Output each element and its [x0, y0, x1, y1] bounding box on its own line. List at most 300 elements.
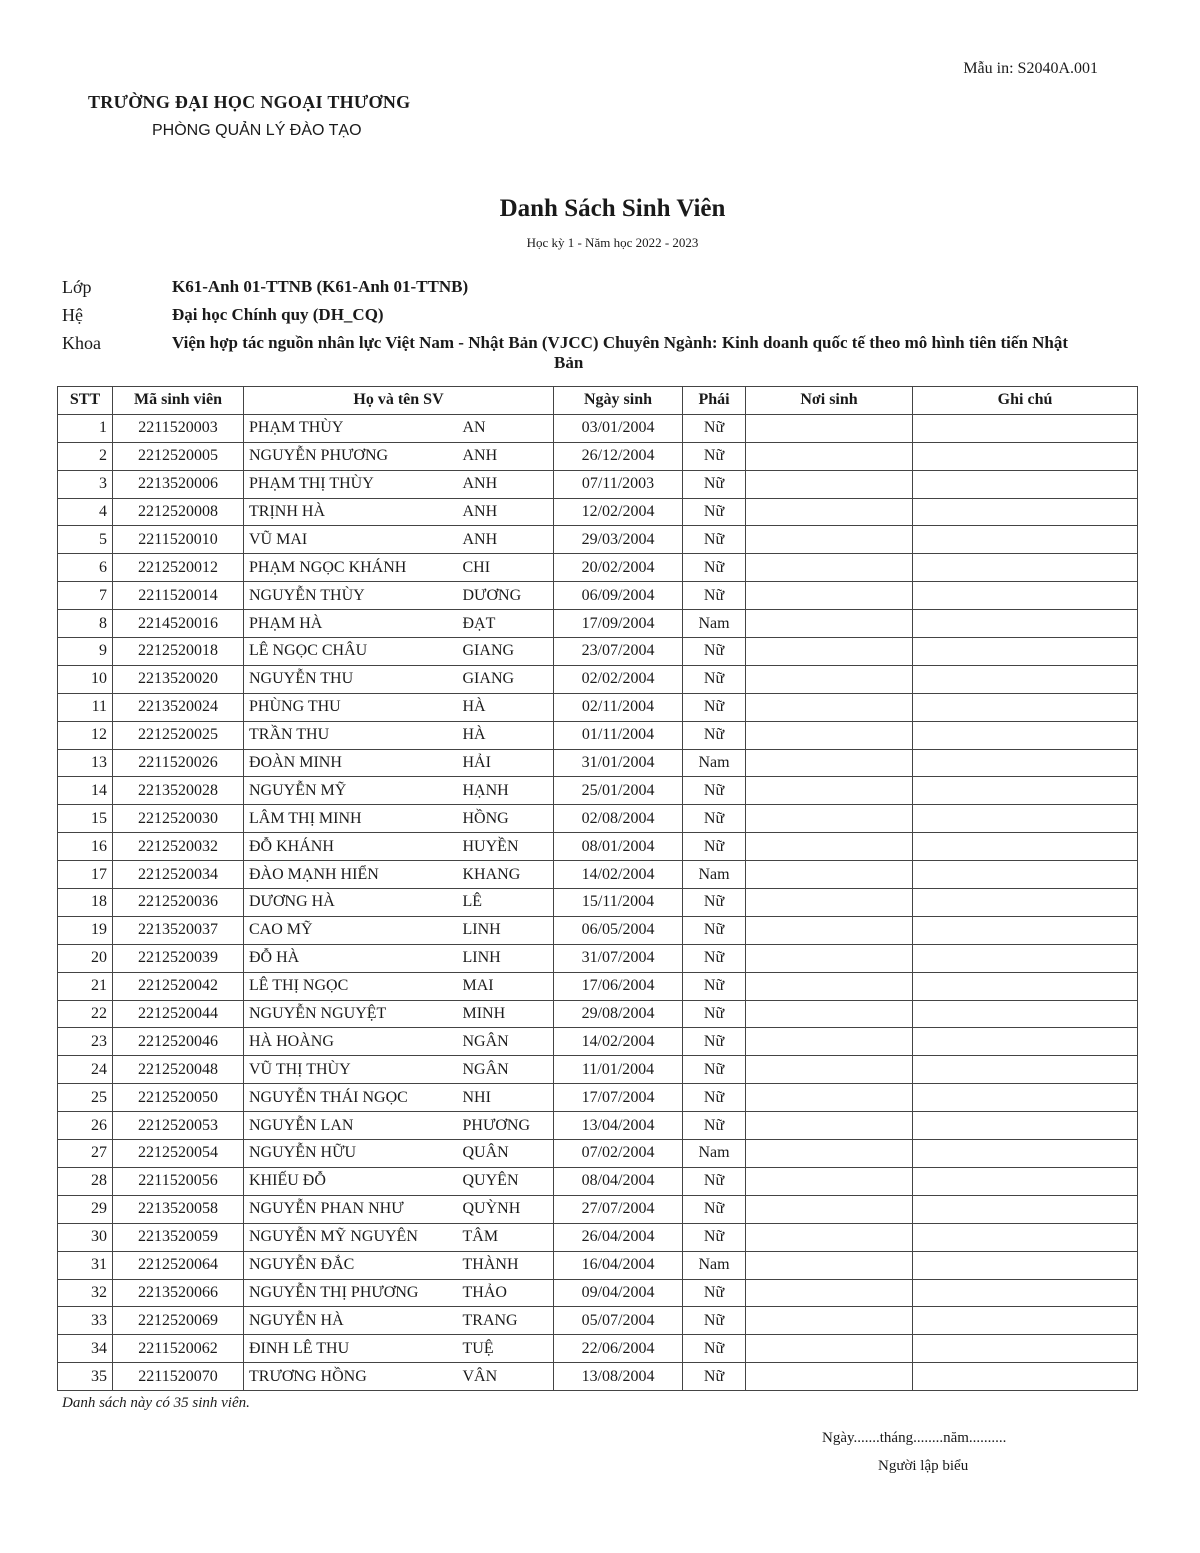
row-note	[913, 610, 1138, 638]
row-birthplace	[746, 749, 913, 777]
table-row	[58, 638, 1138, 666]
header-note: Ghi chú	[913, 387, 1138, 415]
row-stt: 21	[58, 972, 113, 1000]
row-last-name: NGUYỄN LAN	[244, 1112, 458, 1140]
row-last-name: TRẦN THU	[244, 721, 458, 749]
row-birthplace	[746, 1251, 913, 1279]
row-sex: Nữ	[683, 916, 746, 944]
row-note	[913, 805, 1138, 833]
preparer-label: Người lập biểu	[878, 1458, 969, 1474]
row-student-id: 2214520016	[113, 610, 244, 638]
row-sex: Nữ	[683, 805, 746, 833]
row-student-id: 2212520018	[113, 638, 244, 666]
row-first-name: NGÂN	[458, 1056, 554, 1084]
row-note	[913, 1279, 1138, 1307]
row-student-id: 2213520058	[113, 1195, 244, 1223]
row-first-name: TUỆ	[458, 1335, 554, 1363]
form-code: Mẫu in: S2040A.001	[963, 60, 1098, 77]
row-stt: 27	[58, 1140, 113, 1168]
row-last-name: NGUYỄN MỸ NGUYÊN	[244, 1223, 458, 1251]
row-stt: 25	[58, 1084, 113, 1112]
row-first-name: PHƯƠNG	[458, 1112, 554, 1140]
row-stt: 4	[58, 498, 113, 526]
row-stt: 9	[58, 638, 113, 666]
row-dob: 05/07/2004	[554, 1307, 683, 1335]
row-student-id: 2213520037	[113, 916, 244, 944]
table-row	[58, 693, 1138, 721]
row-sex: Nữ	[683, 721, 746, 749]
row-sex: Nam	[683, 749, 746, 777]
header-birthplace: Nơi sinh	[746, 387, 913, 415]
row-note	[913, 1056, 1138, 1084]
row-dob: 31/01/2004	[554, 749, 683, 777]
class-label: Lớp	[62, 277, 92, 297]
row-note	[913, 1084, 1138, 1112]
system-value: Đại học Chính quy (DH_CQ)	[172, 305, 384, 324]
row-sex: Nữ	[683, 1112, 746, 1140]
table-row	[58, 1084, 1138, 1112]
row-student-id: 2213520028	[113, 777, 244, 805]
row-sex: Nữ	[683, 833, 746, 861]
row-last-name: NGUYỄN THU	[244, 665, 458, 693]
table-row	[58, 610, 1138, 638]
row-stt: 33	[58, 1307, 113, 1335]
row-student-id: 2211520003	[113, 414, 244, 442]
row-first-name: TÂM	[458, 1223, 554, 1251]
row-dob: 13/04/2004	[554, 1112, 683, 1140]
row-last-name: LÊ THỊ NGỌC	[244, 972, 458, 1000]
row-note	[913, 1363, 1138, 1391]
row-first-name: AN	[458, 414, 554, 442]
row-stt: 8	[58, 610, 113, 638]
header-full-name: Họ và tên SV	[244, 387, 554, 415]
row-sex: Nữ	[683, 1279, 746, 1307]
table-row	[58, 1195, 1138, 1223]
row-note	[913, 833, 1138, 861]
row-last-name: NGUYỄN ĐẮC	[244, 1251, 458, 1279]
row-sex: Nữ	[683, 638, 746, 666]
header-dob: Ngày sinh	[554, 387, 683, 415]
row-sex: Nam	[683, 861, 746, 889]
row-first-name: THẢO	[458, 1279, 554, 1307]
row-last-name: PHẠM NGỌC KHÁNH	[244, 554, 458, 582]
row-sex: Nữ	[683, 1028, 746, 1056]
row-stt: 32	[58, 1279, 113, 1307]
row-student-id: 2212520030	[113, 805, 244, 833]
faculty-label: Khoa	[62, 333, 101, 353]
row-student-id: 2212520042	[113, 972, 244, 1000]
row-sex: Nữ	[683, 1195, 746, 1223]
row-first-name: QUỲNH	[458, 1195, 554, 1223]
row-last-name: LÂM THỊ MINH	[244, 805, 458, 833]
row-student-id: 2212520053	[113, 1112, 244, 1140]
row-last-name: KHIẾU ĐỖ	[244, 1167, 458, 1195]
row-stt: 18	[58, 889, 113, 917]
row-first-name: HUYỀN	[458, 833, 554, 861]
row-note	[913, 1335, 1138, 1363]
row-birthplace	[746, 1167, 913, 1195]
row-sex: Nữ	[683, 1363, 746, 1391]
row-stt: 26	[58, 1112, 113, 1140]
row-birthplace	[746, 833, 913, 861]
row-last-name: TRỊNH HÀ	[244, 498, 458, 526]
row-birthplace	[746, 610, 913, 638]
row-birthplace	[746, 1335, 913, 1363]
row-dob: 23/07/2004	[554, 638, 683, 666]
table-row	[58, 1000, 1138, 1028]
row-stt: 19	[58, 916, 113, 944]
row-first-name: ANH	[458, 442, 554, 470]
row-first-name: CHI	[458, 554, 554, 582]
department-name: PHÒNG QUẢN LÝ ĐÀO TẠO	[152, 122, 362, 139]
row-student-id: 2212520036	[113, 889, 244, 917]
row-note	[913, 889, 1138, 917]
row-last-name: PHÙNG THU	[244, 693, 458, 721]
table-row	[58, 1028, 1138, 1056]
row-student-id: 2213520024	[113, 693, 244, 721]
row-dob: 02/08/2004	[554, 805, 683, 833]
table-row	[58, 889, 1138, 917]
row-birthplace	[746, 414, 913, 442]
row-note	[913, 1223, 1138, 1251]
row-first-name: LINH	[458, 944, 554, 972]
row-stt: 35	[58, 1363, 113, 1391]
row-sex: Nữ	[683, 665, 746, 693]
row-last-name: HÀ HOÀNG	[244, 1028, 458, 1056]
row-stt: 7	[58, 582, 113, 610]
row-student-id: 2212520032	[113, 833, 244, 861]
row-stt: 24	[58, 1056, 113, 1084]
row-student-id: 2212520025	[113, 721, 244, 749]
row-note	[913, 665, 1138, 693]
row-birthplace	[746, 693, 913, 721]
row-last-name: NGUYỄN THỊ PHƯƠNG	[244, 1279, 458, 1307]
row-birthplace	[746, 1363, 913, 1391]
row-birthplace	[746, 805, 913, 833]
header-student-id: Mã sinh viên	[113, 387, 244, 415]
row-student-id: 2212520008	[113, 498, 244, 526]
row-birthplace	[746, 470, 913, 498]
row-note	[913, 638, 1138, 666]
row-last-name: ĐOÀN MINH	[244, 749, 458, 777]
row-sex: Nữ	[683, 1056, 746, 1084]
row-note	[913, 721, 1138, 749]
row-student-id: 2213520020	[113, 665, 244, 693]
faculty-major-block	[172, 333, 1102, 373]
table-row	[58, 498, 1138, 526]
faculty-value: Viện hợp tác nguồn nhân lực Việt Nam - Nhật Bản (VJCC)	[172, 333, 599, 352]
table-row	[58, 442, 1138, 470]
row-stt: 15	[58, 805, 113, 833]
table-row	[58, 470, 1138, 498]
row-note	[913, 554, 1138, 582]
row-first-name: TRANG	[458, 1307, 554, 1335]
row-last-name: ĐỖ KHÁNH	[244, 833, 458, 861]
row-sex: Nữ	[683, 442, 746, 470]
row-student-id: 2213520059	[113, 1223, 244, 1251]
row-stt: 29	[58, 1195, 113, 1223]
row-note	[913, 582, 1138, 610]
row-last-name: NGUYỄN THÁI NGỌC	[244, 1084, 458, 1112]
row-note	[913, 442, 1138, 470]
row-sex: Nữ	[683, 1307, 746, 1335]
row-note	[913, 1307, 1138, 1335]
row-stt: 22	[58, 1000, 113, 1028]
row-first-name: ĐẠT	[458, 610, 554, 638]
row-dob: 25/01/2004	[554, 777, 683, 805]
row-student-id: 2211520070	[113, 1363, 244, 1391]
row-stt: 12	[58, 721, 113, 749]
row-stt: 3	[58, 470, 113, 498]
row-student-id: 2212520050	[113, 1084, 244, 1112]
row-stt: 31	[58, 1251, 113, 1279]
row-sex: Nam	[683, 1251, 746, 1279]
row-birthplace	[746, 638, 913, 666]
row-dob: 29/08/2004	[554, 1000, 683, 1028]
row-note	[913, 1251, 1138, 1279]
row-dob: 02/02/2004	[554, 665, 683, 693]
row-last-name: NGUYỄN MỸ	[244, 777, 458, 805]
row-note	[913, 1000, 1138, 1028]
row-student-id: 2212520012	[113, 554, 244, 582]
row-stt: 10	[58, 665, 113, 693]
row-first-name: HẢI	[458, 749, 554, 777]
row-stt: 14	[58, 777, 113, 805]
row-dob: 03/01/2004	[554, 414, 683, 442]
row-student-id: 2211520010	[113, 526, 244, 554]
row-birthplace	[746, 1195, 913, 1223]
table-row	[58, 749, 1138, 777]
row-sex: Nữ	[683, 582, 746, 610]
row-dob: 09/04/2004	[554, 1279, 683, 1307]
row-first-name: MAI	[458, 972, 554, 1000]
row-dob: 26/04/2004	[554, 1223, 683, 1251]
table-row	[58, 1167, 1138, 1195]
student-rows	[58, 414, 1138, 1390]
row-birthplace	[746, 777, 913, 805]
row-first-name: GIANG	[458, 638, 554, 666]
table-row	[58, 1140, 1138, 1168]
row-last-name: LÊ NGỌC CHÂU	[244, 638, 458, 666]
row-first-name: LINH	[458, 916, 554, 944]
row-stt: 5	[58, 526, 113, 554]
row-birthplace	[746, 498, 913, 526]
row-birthplace	[746, 1084, 913, 1112]
row-sex: Nữ	[683, 1084, 746, 1112]
table-row	[58, 916, 1138, 944]
row-stt: 1	[58, 414, 113, 442]
major-value: Chuyên Ngành: Kinh doanh quốc tế theo mô hình tiên tiến Nhật	[602, 333, 1069, 352]
row-sex: Nữ	[683, 498, 746, 526]
row-sex: Nữ	[683, 526, 746, 554]
row-student-id: 2212520064	[113, 1251, 244, 1279]
row-sex: Nữ	[683, 944, 746, 972]
row-sex: Nữ	[683, 1223, 746, 1251]
row-student-id: 2213520066	[113, 1279, 244, 1307]
row-dob: 08/01/2004	[554, 833, 683, 861]
row-dob: 02/11/2004	[554, 693, 683, 721]
row-first-name: ANH	[458, 498, 554, 526]
row-note	[913, 972, 1138, 1000]
row-dob: 29/03/2004	[554, 526, 683, 554]
row-student-id: 2211520056	[113, 1167, 244, 1195]
row-note	[913, 693, 1138, 721]
row-first-name: GIANG	[458, 665, 554, 693]
table-row	[58, 1056, 1138, 1084]
row-first-name: LÊ	[458, 889, 554, 917]
row-first-name: HÀ	[458, 721, 554, 749]
row-stt: 17	[58, 861, 113, 889]
table-header-row	[58, 387, 1138, 415]
row-dob: 15/11/2004	[554, 889, 683, 917]
row-sex: Nữ	[683, 1167, 746, 1195]
row-birthplace	[746, 665, 913, 693]
date-line: Ngày.......tháng........năm..........	[822, 1430, 1007, 1446]
row-student-id: 2213520006	[113, 470, 244, 498]
row-dob: 13/08/2004	[554, 1363, 683, 1391]
row-dob: 16/04/2004	[554, 1251, 683, 1279]
row-last-name: ĐINH LÊ THU	[244, 1335, 458, 1363]
row-birthplace	[746, 972, 913, 1000]
row-dob: 07/02/2004	[554, 1140, 683, 1168]
row-birthplace	[746, 442, 913, 470]
table-row	[58, 1112, 1138, 1140]
row-sex: Nam	[683, 610, 746, 638]
table-row	[58, 805, 1138, 833]
row-last-name: ĐÀO MẠNH HIỂN	[244, 861, 458, 889]
row-birthplace	[746, 582, 913, 610]
row-stt: 16	[58, 833, 113, 861]
row-stt: 2	[58, 442, 113, 470]
row-sex: Nữ	[683, 414, 746, 442]
row-birthplace	[746, 1056, 913, 1084]
row-dob: 12/02/2004	[554, 498, 683, 526]
row-student-id: 2212520034	[113, 861, 244, 889]
row-note	[913, 1140, 1138, 1168]
row-last-name: PHẠM HÀ	[244, 610, 458, 638]
row-last-name: NGUYỄN HỮU	[244, 1140, 458, 1168]
row-first-name: QUÂN	[458, 1140, 554, 1168]
row-birthplace	[746, 1000, 913, 1028]
row-dob: 06/09/2004	[554, 582, 683, 610]
major-value-continued: Bản	[554, 353, 584, 372]
row-birthplace	[746, 916, 913, 944]
table-row	[58, 554, 1138, 582]
row-note	[913, 916, 1138, 944]
row-student-id: 2212520046	[113, 1028, 244, 1056]
row-note	[913, 944, 1138, 972]
table-row	[58, 721, 1138, 749]
row-first-name: HẠNH	[458, 777, 554, 805]
row-birthplace	[746, 1028, 913, 1056]
row-dob: 14/02/2004	[554, 861, 683, 889]
table-row	[58, 1335, 1138, 1363]
row-birthplace	[746, 1112, 913, 1140]
row-first-name: DƯƠNG	[458, 582, 554, 610]
row-note	[913, 470, 1138, 498]
row-dob: 06/05/2004	[554, 916, 683, 944]
row-note	[913, 861, 1138, 889]
row-sex: Nữ	[683, 554, 746, 582]
table-row	[58, 526, 1138, 554]
row-stt: 11	[58, 693, 113, 721]
row-stt: 13	[58, 749, 113, 777]
row-dob: 31/07/2004	[554, 944, 683, 972]
row-birthplace	[746, 1307, 913, 1335]
page-title: Danh Sách Sinh Viên	[499, 195, 726, 222]
row-birthplace	[746, 554, 913, 582]
row-dob: 08/04/2004	[554, 1167, 683, 1195]
row-birthplace	[746, 1279, 913, 1307]
row-birthplace	[746, 1223, 913, 1251]
row-first-name: ANH	[458, 470, 554, 498]
row-dob: 07/11/2003	[554, 470, 683, 498]
row-first-name: HỒNG	[458, 805, 554, 833]
row-last-name: VŨ THỊ THÙY	[244, 1056, 458, 1084]
row-dob: 17/07/2004	[554, 1084, 683, 1112]
row-note	[913, 1028, 1138, 1056]
row-sex: Nữ	[683, 1000, 746, 1028]
row-dob: 22/06/2004	[554, 1335, 683, 1363]
row-birthplace	[746, 526, 913, 554]
table-row	[58, 1363, 1138, 1391]
row-birthplace	[746, 889, 913, 917]
row-dob: 26/12/2004	[554, 442, 683, 470]
row-note	[913, 498, 1138, 526]
row-dob: 17/09/2004	[554, 610, 683, 638]
row-first-name: NGÂN	[458, 1028, 554, 1056]
table-row	[58, 582, 1138, 610]
row-student-id: 2212520048	[113, 1056, 244, 1084]
row-note	[913, 1112, 1138, 1140]
row-student-id: 2212520044	[113, 1000, 244, 1028]
row-student-id: 2211520014	[113, 582, 244, 610]
row-last-name: ĐỖ HÀ	[244, 944, 458, 972]
row-sex: Nữ	[683, 470, 746, 498]
row-sex: Nữ	[683, 889, 746, 917]
row-note	[913, 414, 1138, 442]
row-first-name: QUYÊN	[458, 1167, 554, 1195]
row-student-id: 2212520054	[113, 1140, 244, 1168]
row-dob: 14/02/2004	[554, 1028, 683, 1056]
row-sex: Nữ	[683, 1335, 746, 1363]
page-subtitle: Học kỳ 1 - Năm học 2022 - 2023	[526, 235, 699, 250]
row-stt: 6	[58, 554, 113, 582]
header-sex: Phái	[683, 387, 746, 415]
table-row	[58, 665, 1138, 693]
row-last-name: NGUYỄN NGUYỆT	[244, 1000, 458, 1028]
table-row	[58, 1307, 1138, 1335]
row-last-name: TRƯƠNG HỒNG	[244, 1363, 458, 1391]
row-student-id: 2212520039	[113, 944, 244, 972]
school-name: TRƯỜNG ĐẠI HỌC NGOẠI THƯƠNG	[88, 92, 411, 112]
summary-text: Danh sách này có 35 sinh viên.	[62, 1395, 250, 1411]
row-dob: 27/07/2004	[554, 1195, 683, 1223]
row-last-name: NGUYỄN PHAN NHƯ	[244, 1195, 458, 1223]
student-table	[57, 386, 1138, 1391]
row-note	[913, 1195, 1138, 1223]
row-stt: 30	[58, 1223, 113, 1251]
table-row	[58, 414, 1138, 442]
row-last-name: PHẠM THỊ THÙY	[244, 470, 458, 498]
class-value: K61-Anh 01-TTNB (K61-Anh 01-TTNB)	[172, 277, 469, 296]
table-row	[58, 1279, 1138, 1307]
table-row	[58, 777, 1138, 805]
header-stt: STT	[58, 387, 113, 415]
row-dob: 20/02/2004	[554, 554, 683, 582]
table-row	[58, 861, 1138, 889]
row-student-id: 2212520069	[113, 1307, 244, 1335]
